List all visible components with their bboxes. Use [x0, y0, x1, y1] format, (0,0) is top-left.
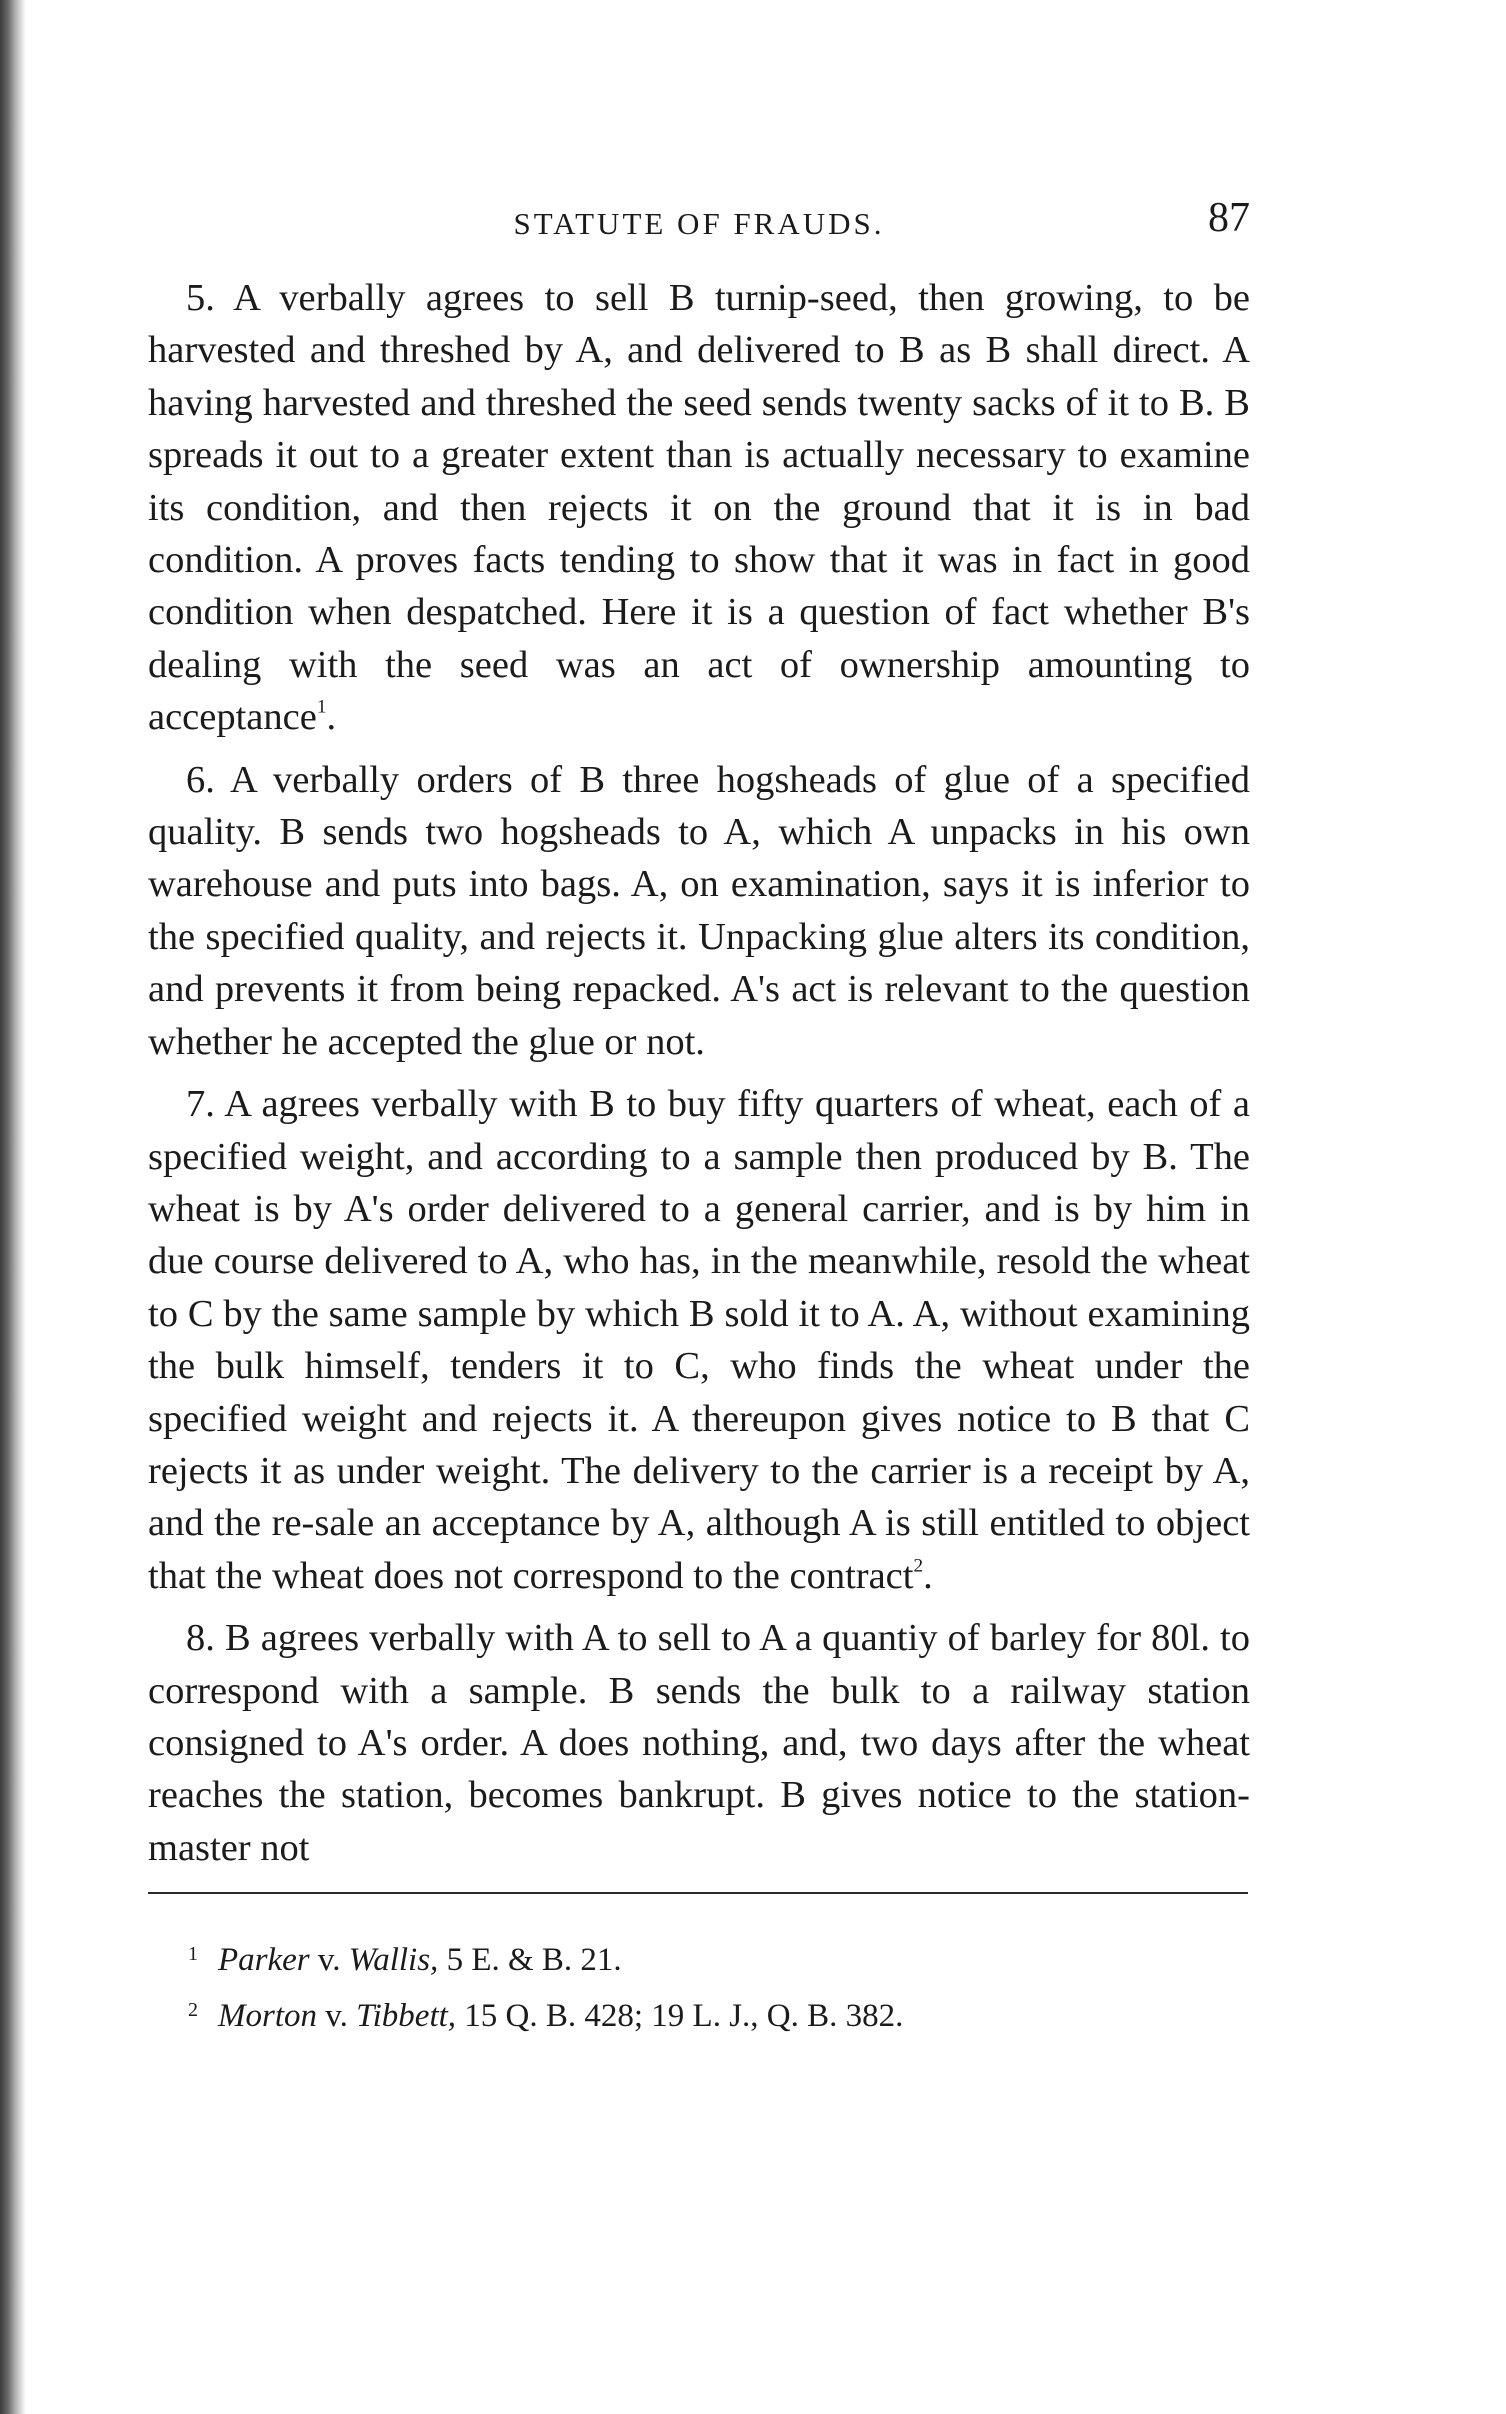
case-party-a: Morton — [218, 1998, 317, 2035]
paragraph-illustration-7 — [148, 1078, 1250, 1602]
footnote-ref-1[interactable]: 1 — [316, 696, 327, 718]
paragraph-text: 8. B agrees verbally with A to sell to A a quantiy of barley for 80l. to correspond with a sample. B sends the bulk to a railway station consigned to A's order. A does nothing, and, two days after the wheat reaches the station, becomes bankrupt. B gives notice to the station-master not — [148, 1617, 1250, 1869]
footnotes — [148, 1932, 1250, 2044]
case-party-a: Parker — [218, 1942, 310, 1979]
paragraph-end-punct: . — [326, 696, 337, 739]
case-citation: 15 Q. B. 428; 19 L. J., Q. B. 382. — [464, 1998, 904, 2035]
book-page — [148, 190, 1250, 2044]
footnote-divider — [148, 1892, 1248, 1894]
footnote-1 — [188, 1932, 1250, 1988]
footnote-ref-2[interactable]: 2 — [913, 1555, 924, 1577]
paragraph-illustration-8 — [148, 1612, 1250, 1874]
paragraph-text: 5. A verbally agrees to sell B turnip-seed, then growing, to be harvested and threshed by A, and delivered to B as B shall direct. A having harvested and threshed the seed sends twenty sacks of it to B. B spreads it out to a greater extent than is actually necessary to examine its condition, and then rejects it on the ground that it is in bad condition. A proves facts tending to show that it was in fact in good condition when despatched. Here it is a question of fact whether B's dealing with the seed was an act of ownership amounting to acceptance — [148, 277, 1250, 739]
body-text — [148, 272, 1250, 1874]
footnote-mark: 2 — [188, 1999, 198, 2022]
paragraph-text: 6. A verbally orders of B three hogsheads of glue of a specified quality. B sends two hogsheads to A, which A unpacks in his own warehouse and puts into bags. A, on examination, says it is inferior to the specified quality, and rejects it. Unpacking glue alters its condition, and prevents it from being repacked. A's act is relevant to the question whether he accepted the glue or not. — [148, 758, 1250, 1063]
footnote-2 — [188, 1988, 1250, 2044]
case-party-b: Tibbett, — [356, 1998, 457, 2035]
binding-edge — [0, 0, 26, 2414]
paragraph-text: 7. A agrees verbally with B to buy fifty quarters of wheat, each of a specified weight, and according to a sample then produced by B. The wheat is by A's order delivered to a general carrier, and is by him in due course delivered to A, who has, in the meanwhile, resold the wheat to C by the same sample by which B sold it to A. A, without examining the bulk himself, tenders it to C, who finds the wheat under the specified weight and rejects it. A thereupon gives notice to B that C rejects it as under weight. The delivery to the carrier is a receipt by A, and the re-sale an acceptance by A, although A is still entitled to object that the wheat does not correspond to the contract — [148, 1083, 1250, 1597]
paragraph-illustration-5 — [148, 272, 1250, 744]
page-number: 87 — [1208, 195, 1250, 241]
case-versus: v. — [317, 1942, 341, 1979]
footnote-mark: 1 — [188, 1943, 198, 1966]
paragraph-end-punct: . — [923, 1554, 933, 1597]
running-head: STATUTE OF FRAUDS. — [513, 206, 885, 241]
page-header — [148, 190, 1250, 254]
case-versus: v. — [325, 1998, 348, 2035]
case-party-b: Wallis, — [348, 1942, 439, 1979]
case-citation: 5 E. & B. 21. — [446, 1942, 622, 1979]
paragraph-illustration-6 — [148, 754, 1250, 1068]
